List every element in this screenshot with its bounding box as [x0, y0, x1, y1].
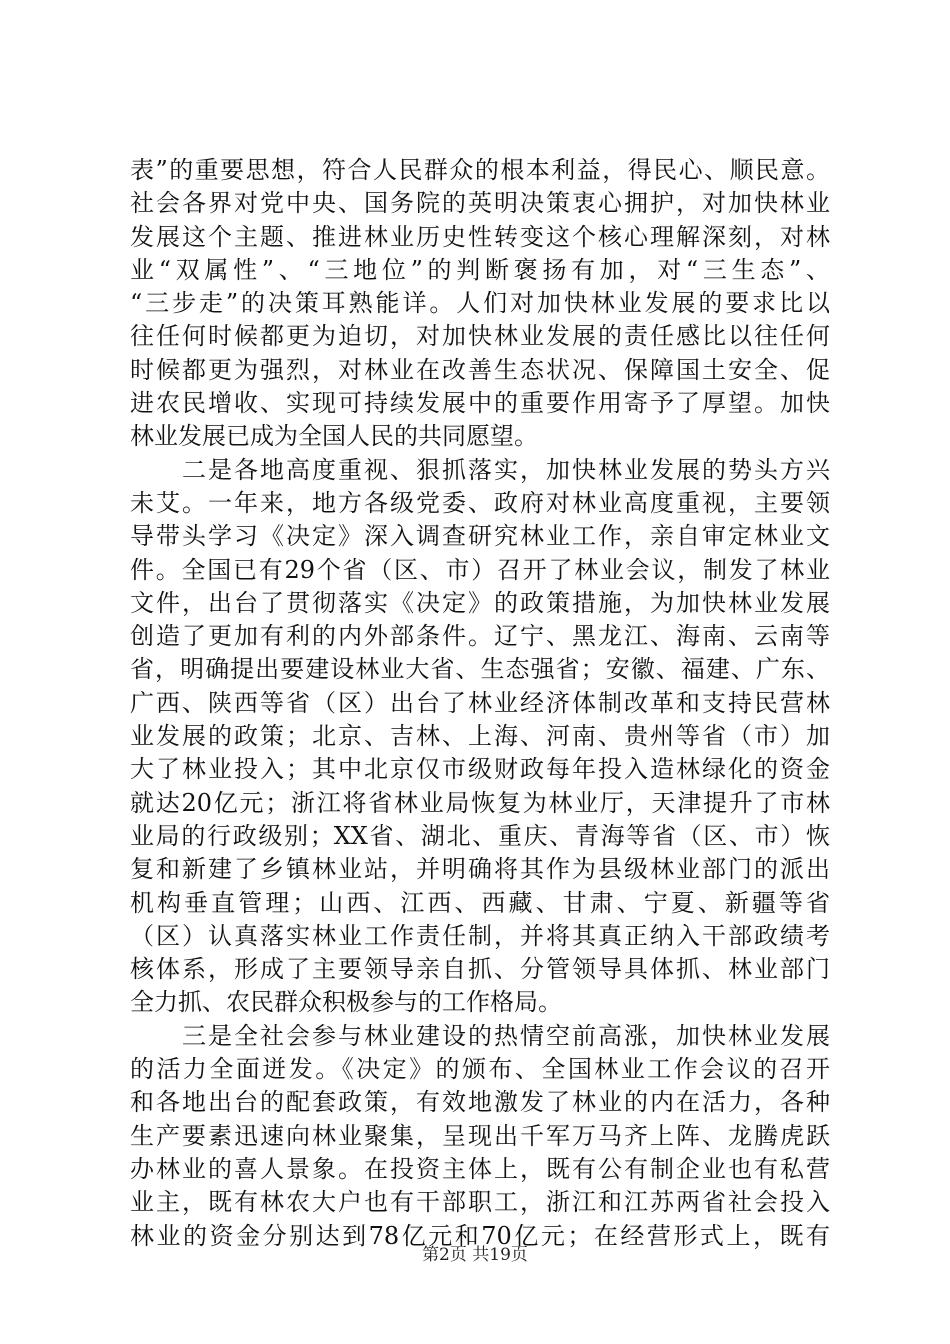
text-line: 业发展的政策；北京、吉林、上海、河南、贵州等省（市）加: [130, 722, 830, 751]
text-line: 业主，既有林农大户也有干部职工，浙江和江苏两省社会投入: [130, 1188, 830, 1217]
text-line: 的活力全面迸发。《决定》的颁布、全国林业工作会议的召开: [130, 1055, 830, 1084]
text-line: 机构垂直管理；山西、江西、西藏、甘肃、宁夏、新疆等省: [130, 888, 830, 917]
text-line: 省，明确提出要建设林业大省、生态强省；安徽、福建、广东、: [130, 655, 830, 684]
text-line: 复和新建了乡镇林业站，并明确将其作为县级林业部门的派出: [130, 855, 830, 884]
text-line: 件。全国已有29个省（区、市）召开了林业会议，制发了林业: [130, 555, 830, 584]
text-line: 办林业的喜人景象。在投资主体上，既有公有制企业也有私营: [130, 1154, 830, 1183]
text-line: 业“双属性”、“三地位”的判断褒扬有加，对“三生态”、: [130, 255, 830, 284]
text-line: 社会各界对党中央、国务院的英明决策衷心拥护，对加快林业: [130, 189, 830, 218]
text-line: 林业发展已成为全国人民的共同愿望。: [130, 422, 538, 451]
text-line: 导带头学习《决定》深入调查研究林业工作，亲自审定林业文: [130, 522, 830, 551]
text-line: 发展这个主题、推进林业历史性转变这个核心理解深刻，对林: [130, 222, 830, 251]
text-line: 核体系，形成了主要领导亲自抓、分管领导具体抓、林业部门: [130, 955, 830, 984]
text-line: 时候都更为强烈，对林业在改善生态状况、保障国土安全、促: [130, 355, 830, 384]
text-line: 林业的资金分别达到78亿元和70亿元；在经营形式上，既有: [130, 1221, 830, 1250]
body-text: [130, 154, 830, 1253]
text-line: 业局的行政级别；XX省、湖北、重庆、青海等省（区、市）恢: [130, 821, 830, 850]
text-line: （区）认真落实林业工作责任制，并将其真正纳入干部政绩考: [130, 921, 830, 950]
text-line: 未艾。一年来，地方各级党委、政府对林业高度重视，主要领: [130, 488, 830, 517]
text-line: 和各地出台的配套政策，有效地激发了林业的内在活力，各种: [130, 1088, 830, 1117]
text-line: 大了林业投入；其中北京仅市级财政每年投入造林绿化的资金: [130, 755, 830, 784]
text-line: 生产要素迅速向林业聚集，呈现出千军万马齐上阵、龙腾虎跃: [130, 1121, 830, 1150]
paragraph-start-line: 三是全社会参与林业建设的热情空前高涨，加快林业发展: [130, 1021, 830, 1050]
text-line: 广西、陕西等省（区）出台了林业经济体制改革和支持民营林: [130, 688, 830, 717]
text-line: 进农民增收、实现可持续发展中的重要作用寄予了厚望。加快: [130, 389, 830, 418]
page-number-footer: 第2页 共19页: [422, 1245, 528, 1265]
text-line: 全力抓、农民群众积极参与的工作格局。: [130, 988, 562, 1017]
text-line: 文件，出台了贯彻落实《决定》的政策措施，为加快林业发展: [130, 588, 830, 617]
text-line: 创造了更加有利的内外部条件。辽宁、黑龙江、海南、云南等: [130, 622, 830, 651]
text-line: 往任何时候都更为迫切，对加快林业发展的责任感比以往任何: [130, 322, 830, 351]
text-line: 表”的重要思想，符合人民群众的根本利益，得民心、顺民意。: [130, 156, 830, 184]
paragraph-start-line: 二是各地高度重视、狠抓落实，加快林业发展的势头方兴: [130, 455, 830, 484]
text-line: “三步走”的决策耳熟能详。人们对加快林业发展的要求比以: [130, 289, 830, 318]
text-line: 就达20亿元；浙江将省林业局恢复为林业厅，天津提升了市林: [130, 788, 830, 817]
